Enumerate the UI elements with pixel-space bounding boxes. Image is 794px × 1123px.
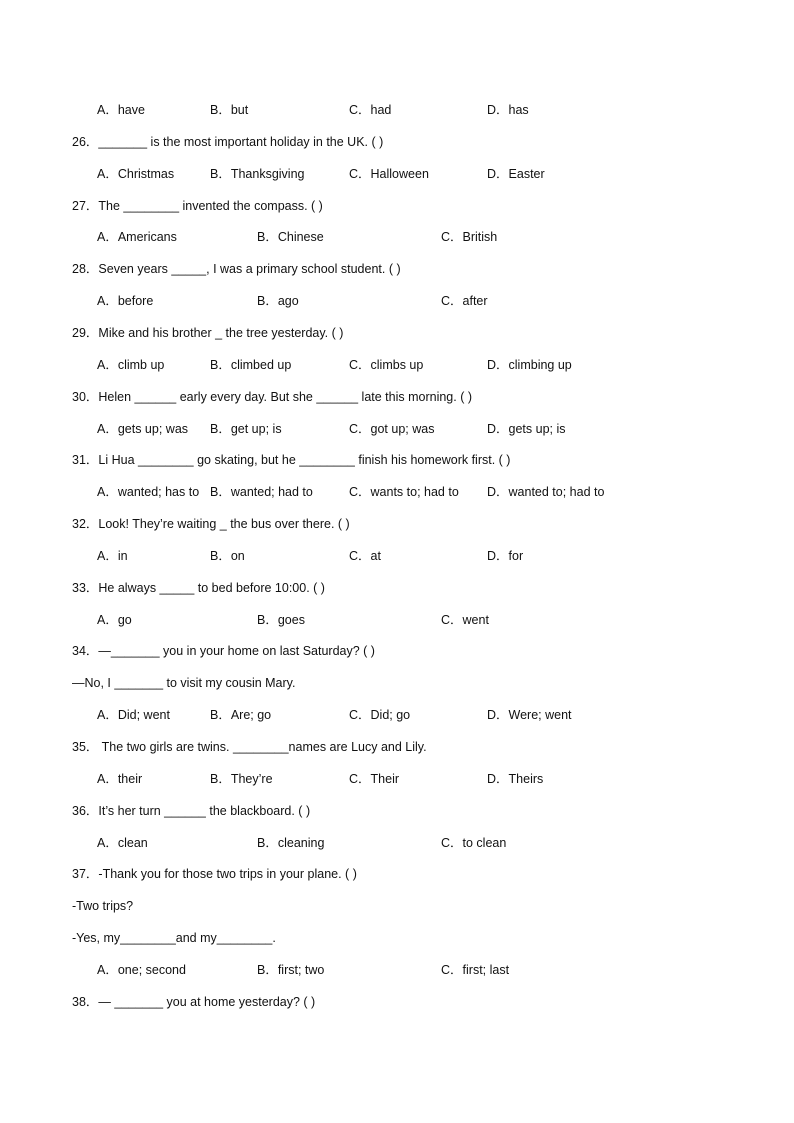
- dialogue-line: —No, I _______ to visit my cousin Mary.: [72, 676, 296, 690]
- answer-option[interactable]: A．Americans: [97, 230, 177, 244]
- answer-option[interactable]: C．to clean: [441, 836, 507, 850]
- answer-option[interactable]: C．at: [349, 549, 381, 563]
- options-row: [0, 706, 794, 724]
- options-row: [0, 770, 794, 788]
- answer-option[interactable]: D．climbing up: [487, 358, 572, 372]
- answer-option[interactable]: B．climbed up: [210, 358, 292, 372]
- answer-option[interactable]: D．Were; went: [487, 708, 572, 722]
- question-text: 27．The ________ invented the compass. ( ): [72, 199, 323, 213]
- options-row: [0, 611, 794, 629]
- answer-option[interactable]: D．for: [487, 549, 524, 563]
- answer-option[interactable]: D．has: [487, 103, 529, 117]
- answer-option[interactable]: A．wanted; has to: [97, 485, 200, 499]
- answer-option[interactable]: C．Their: [349, 772, 400, 786]
- options-row: [0, 356, 794, 374]
- answer-option[interactable]: C．first; last: [441, 963, 510, 977]
- dialogue-line: -Two trips?: [72, 899, 134, 913]
- answer-option[interactable]: B．get up; is: [210, 422, 282, 436]
- answer-option[interactable]: B．goes: [257, 613, 305, 627]
- options-row: [0, 961, 794, 979]
- answer-option[interactable]: B．Chinese: [257, 230, 324, 244]
- answer-option[interactable]: B．but: [210, 103, 249, 117]
- answer-option[interactable]: B．first; two: [257, 963, 325, 977]
- answer-option[interactable]: B．Are; go: [210, 708, 272, 722]
- answer-option[interactable]: C．Did; go: [349, 708, 411, 722]
- answer-option[interactable]: B．They’re: [210, 772, 273, 786]
- options-row: [0, 292, 794, 310]
- answer-option[interactable]: D．Theirs: [487, 772, 544, 786]
- question-text: 33．He always _____ to bed before 10:00. ( ): [72, 581, 325, 595]
- answer-option[interactable]: A．go: [97, 613, 132, 627]
- options-row: [0, 420, 794, 438]
- answer-option[interactable]: B．Thanksgiving: [210, 167, 305, 181]
- options-row: [0, 165, 794, 183]
- answer-option[interactable]: C．went: [441, 613, 489, 627]
- answer-option[interactable]: B．ago: [257, 294, 299, 308]
- question-text: 35． The two girls are twins. ________names are Lucy and Lily.: [72, 740, 427, 754]
- answer-option[interactable]: A．before: [97, 294, 154, 308]
- options-row: [0, 228, 794, 246]
- answer-option[interactable]: A．Christmas: [97, 167, 175, 181]
- answer-option[interactable]: C．got up; was: [349, 422, 435, 436]
- question-text: 36．It’s her turn ______ the blackboard. ( ): [72, 804, 311, 818]
- dialogue-line: -Yes, my________and my________.: [72, 931, 276, 945]
- answer-option[interactable]: B．cleaning: [257, 836, 325, 850]
- answer-option[interactable]: A．their: [97, 772, 143, 786]
- answer-option[interactable]: B．wanted; had to: [210, 485, 313, 499]
- answer-option[interactable]: A．Did; went: [97, 708, 170, 722]
- answer-option[interactable]: C．Halloween: [349, 167, 429, 181]
- question-text: 34．—_______ you in your home on last Saturday? ( ): [72, 644, 375, 658]
- answer-option[interactable]: C．had: [349, 103, 392, 117]
- question-text: 32．Look! They’re waiting _ the bus over there. ( ): [72, 517, 350, 531]
- options-row: [0, 834, 794, 852]
- question-text: 30．Helen ______ early every day. But she ______ late this morning. ( ): [72, 390, 473, 404]
- options-row: [0, 547, 794, 565]
- answer-option[interactable]: C．after: [441, 294, 488, 308]
- answer-option[interactable]: A．in: [97, 549, 128, 563]
- answer-option[interactable]: D．Easter: [487, 167, 545, 181]
- question-text: 31．Li Hua ________ go skating, but he ________ finish his homework first. ( ): [72, 453, 511, 467]
- question-text: 26．_______ is the most important holiday in the UK. ( ): [72, 135, 384, 149]
- answer-option[interactable]: A．one; second: [97, 963, 186, 977]
- answer-option[interactable]: A．have: [97, 103, 145, 117]
- answer-option[interactable]: D．gets up; is: [487, 422, 566, 436]
- question-text: 28．Seven years _____, I was a primary school student. ( ): [72, 262, 401, 276]
- answer-option[interactable]: A．gets up; was: [97, 422, 189, 436]
- answer-option[interactable]: C．climbs up: [349, 358, 424, 372]
- question-text: 37．-Thank you for those two trips in your plane. ( ): [72, 867, 357, 881]
- answer-option[interactable]: C．wants to; had to: [349, 485, 459, 499]
- answer-option[interactable]: A．clean: [97, 836, 148, 850]
- question-text: 38．— _______ you at home yesterday? ( ): [72, 995, 316, 1009]
- options-row: [0, 483, 794, 501]
- answer-option[interactable]: C．British: [441, 230, 498, 244]
- answer-option[interactable]: D．wanted to; had to: [487, 485, 605, 499]
- question-text: 29．Mike and his brother _ the tree yesterday. ( ): [72, 326, 344, 340]
- answer-option[interactable]: A．climb up: [97, 358, 165, 372]
- options-row: [0, 101, 794, 119]
- answer-option[interactable]: B．on: [210, 549, 245, 563]
